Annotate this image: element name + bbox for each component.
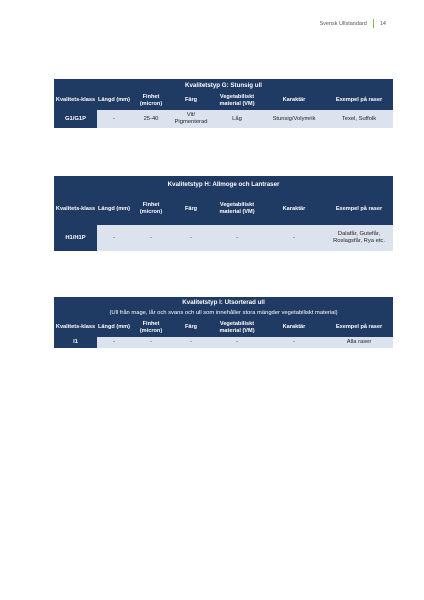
cell-raser: Alla raser (325, 337, 393, 348)
cell-raser: Texel, Suffolk (325, 110, 393, 128)
header-klass: Kvalitets-klass (54, 318, 97, 337)
header-karaktar: Karaktär (263, 193, 325, 225)
header-vm: Vegetabiliskt material (VM) (211, 91, 263, 110)
cell-farg: - (171, 337, 211, 348)
table-title-row (54, 297, 393, 308)
cell-finhet: 25-40 (131, 110, 171, 128)
header-finhet: Finhet (micron) (131, 318, 171, 337)
table-header-row (54, 193, 393, 225)
header-klass: Kvalitets-klass (54, 193, 97, 225)
table-title-row (54, 79, 393, 91)
cell-raser: Dalafår, Gutefår, Roslagsfår, Rya etc. (325, 225, 393, 251)
table-subtitle-row (54, 308, 393, 318)
cell-karaktar: Stunsig/Volymrik (263, 110, 325, 128)
header-langd: Längd (mm) (97, 91, 131, 110)
table-title: Kvalitetstyp H: Allmoge och Lantraser (54, 176, 393, 193)
header-langd: Längd (mm) (97, 193, 131, 225)
header-raser: Exempel på raser (325, 318, 393, 337)
table-row (54, 225, 393, 251)
cell-vm: - (211, 337, 263, 348)
cell-farg: Vit/ Pigmenterad (171, 110, 211, 128)
table-header-row (54, 318, 393, 337)
cell-finhet: - (131, 225, 171, 251)
header-klass: Kvalitets-klass (54, 91, 97, 110)
header-vm: Vegetabiliskt material (VM) (211, 318, 263, 337)
header-karaktar: Karaktär (263, 318, 325, 337)
header-raser: Exempel på raser (325, 91, 393, 110)
table-row (54, 337, 393, 348)
cell-karaktar: - (263, 337, 325, 348)
quality-table-h (54, 176, 393, 251)
header-vm: Vegetabiliskt material (VM) (211, 193, 263, 225)
cell-langd: - (97, 225, 131, 251)
cell-finhet: - (131, 337, 171, 348)
cell-langd: - (97, 337, 131, 348)
cell-karaktar: - (263, 225, 325, 251)
header-farg: Färg (171, 318, 211, 337)
header-divider (373, 19, 374, 28)
header-finhet: Finhet (micron) (131, 193, 171, 225)
header-farg: Färg (171, 91, 211, 110)
cell-klass: G1/G1P (54, 110, 97, 128)
table-header-row (54, 91, 393, 110)
table-title: Kvalitetstyp G: Stunsig ull (54, 79, 393, 91)
document-title: Svensk Ullstandard (319, 20, 367, 27)
table-title-row (54, 176, 393, 193)
cell-farg: - (171, 225, 211, 251)
cell-langd: - (97, 110, 131, 128)
page-number: 14 (379, 20, 386, 27)
cell-vm: Låg (211, 110, 263, 128)
quality-table-g (54, 79, 393, 128)
cell-klass: H1/H1P (54, 225, 97, 251)
table-row (54, 110, 393, 128)
header-karaktar: Karaktär (263, 91, 325, 110)
page-header (319, 19, 386, 28)
cell-vm: - (211, 225, 263, 251)
quality-table-i (54, 297, 393, 348)
table-subtitle: (Ull från mage, lår och svans och ull som innehåller stora mängder vegetabiliskt material) (54, 308, 393, 318)
table-title: Kvalitetstyp I: Utsorterad ull (54, 297, 393, 308)
header-raser: Exempel på raser (325, 193, 393, 225)
cell-klass: I1 (54, 337, 97, 348)
header-langd: Längd (mm) (97, 318, 131, 337)
header-farg: Färg (171, 193, 211, 225)
header-finhet: Finhet (micron) (131, 91, 171, 110)
